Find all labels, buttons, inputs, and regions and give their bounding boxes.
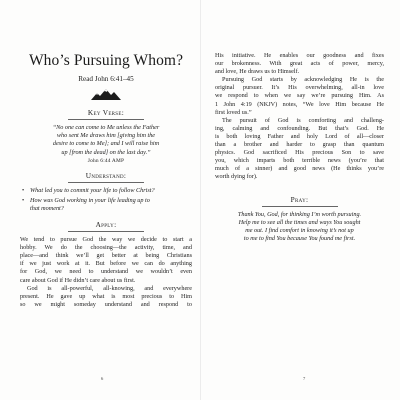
text-line: The pursuit of God is comforting and challeng- bbox=[222, 116, 384, 124]
verse-line: up [from the dead] on the last day.” bbox=[61, 148, 151, 156]
bullet-icon: • bbox=[22, 186, 25, 194]
verse-line: “No one can come to Me unless the Father bbox=[52, 124, 160, 131]
mountain-range-icon bbox=[91, 89, 121, 100]
question-line: How was God working in your life leading up to bbox=[30, 196, 150, 204]
bullet-icon: • bbox=[22, 196, 25, 204]
text-line: original pursuer. It’s His overwhelming, all-in love bbox=[215, 84, 384, 92]
text-line: than a brother and harder to grasp than quantum bbox=[215, 141, 384, 149]
page-number: 7 bbox=[303, 376, 306, 381]
page-number: 6 bbox=[101, 376, 104, 381]
apply-heading: Apply: bbox=[95, 220, 117, 230]
heading-rule bbox=[262, 206, 338, 207]
verse-line: who sent Me draws him [giving him the bbox=[56, 132, 156, 140]
text-line: 1 John 4:19 (NKJV) notes, “We love Him because He bbox=[215, 100, 384, 108]
text-line: and love, He draws us to Himself. bbox=[215, 68, 300, 76]
text-line: care about God if He didn’t care about us first. bbox=[20, 276, 136, 284]
understand-questions bbox=[20, 187, 192, 213]
paragraph bbox=[215, 76, 384, 116]
right-body bbox=[215, 52, 384, 182]
paragraph bbox=[20, 236, 192, 285]
text-line: first loved us.” bbox=[215, 108, 252, 116]
text-line: hobby. We do the choosing—the activity, time, and bbox=[20, 244, 192, 252]
text-line: for God, we need to understand we wouldn’t even bbox=[20, 268, 192, 276]
text-line: so we might someday understand and respond to bbox=[20, 300, 192, 308]
paragraph bbox=[20, 293, 192, 309]
paragraph bbox=[215, 117, 384, 182]
paragraph bbox=[215, 52, 384, 76]
prayer-text bbox=[215, 211, 384, 243]
text-line: is both loving Father and holy Lord of all—closer bbox=[215, 132, 384, 140]
text-line: physics. God sacrificed His precious Son to save bbox=[215, 149, 384, 157]
heading-rule bbox=[68, 231, 144, 232]
prayer-line: Thank You, God, for thinking I’m worth pursuing. bbox=[237, 210, 362, 218]
paragraph bbox=[20, 285, 192, 293]
text-line: much of a sinner) and good news (He thinks you’re bbox=[215, 165, 384, 173]
list-item bbox=[22, 197, 192, 213]
verse-line: desire to come to Me]; and I will raise him bbox=[52, 140, 160, 148]
heading-rule bbox=[68, 182, 144, 183]
prayer-line: Help me to see all the times and ways You sought bbox=[238, 218, 361, 226]
text-line: we respond to when we say we’re pursuing Him. As bbox=[215, 92, 384, 100]
verse-reference: John 6:44 AMP bbox=[87, 157, 125, 164]
right-page bbox=[200, 0, 400, 400]
key-verse-text bbox=[20, 124, 192, 157]
prayer-line: me out. I find comfort in knowing it’s not up bbox=[245, 226, 354, 234]
pray-heading: Pray: bbox=[290, 194, 309, 204]
page-title: Who’s Pursuing Whom? bbox=[28, 52, 184, 69]
heading-rule bbox=[68, 119, 144, 120]
text-line: We tend to pursue God the way we decide to start a bbox=[20, 236, 192, 244]
text-line: you, which imparts both terrible news (you’re that bbox=[215, 157, 384, 165]
prayer-line: to me to find You because You found me first. bbox=[243, 234, 356, 242]
text-line: God is all-powerful, all-knowing, and everywhere bbox=[27, 284, 192, 292]
understand-heading: Understand: bbox=[85, 170, 127, 180]
text-line: our brokenness. With great acts of power, mercy, bbox=[215, 60, 384, 68]
text-line: ing, calming and confounding. But that’s God. He bbox=[215, 124, 384, 132]
text-line: present. He gave up what is most precious to Him bbox=[20, 292, 192, 300]
text-line: Pursuing God starts by acknowledging He is the bbox=[222, 76, 384, 84]
question-line: that moment? bbox=[30, 205, 64, 212]
key-verse-heading: Key Verse: bbox=[87, 108, 125, 117]
question-line: What led you to commit your life to follow Christ? bbox=[30, 186, 155, 194]
text-line: place—and think we’ll get better at being Christians bbox=[20, 252, 192, 260]
text-line: if we just work at it. But before we can do anything bbox=[20, 260, 192, 268]
list-item bbox=[22, 187, 192, 195]
text-line: worth dying for). bbox=[215, 173, 258, 181]
text-line: His initiative. He enables our goodness and fixes bbox=[215, 52, 384, 59]
scripture-reading: Read John 6:41–45 bbox=[78, 75, 134, 83]
apply-body bbox=[20, 236, 192, 309]
